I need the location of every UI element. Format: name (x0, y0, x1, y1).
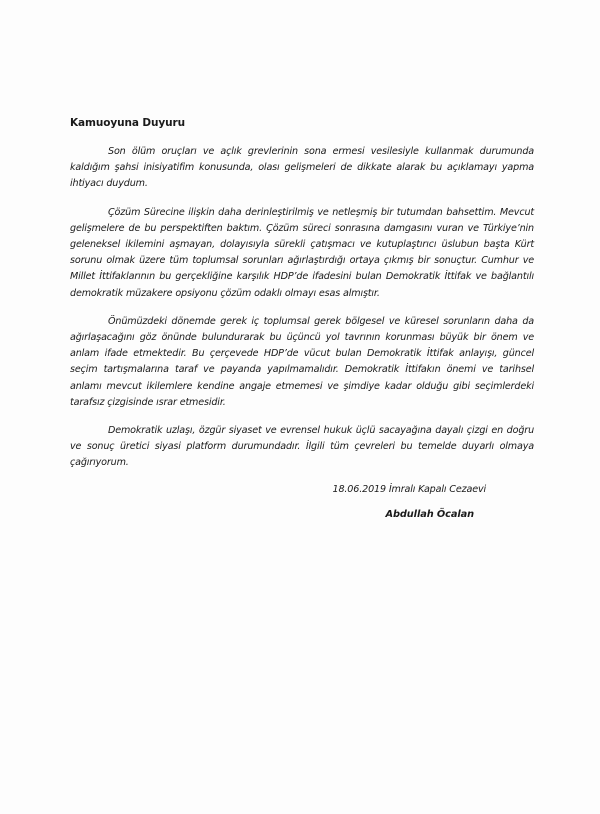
signoff-block (70, 484, 534, 520)
letter-body (70, 117, 534, 520)
paragraph-3: Önümüzdeki dönemde gerek iç toplumsal gerek bölgesel ve küresel sorunların daha da ağırlaşacağını göz önünde bulundurarak bu üçüncü yol tavrının korunması büyük bir önem ve anlam ifade etmektedir. Bu çerçevede HDP’de vücut bulan Demokratik İttifak anlayışı, güncel seçim tartışmalarına taraf ve payanda yapılmamalıdır. Demokratik İttifakın önemi ve tarihsel anlamı mevcut ikilemlere kendine angaje etmemesi ve şimdiye kadar olduğu gibi seçimlerdeki tarafsız çizgisinde ısrar etmesidir. (70, 315, 534, 408)
signature-name: Abdullah Öcalan (385, 508, 474, 520)
paragraph-1: Son ölüm oruçları ve açlık grevlerinin sona ermesi vesilesiyle kullanmak durumunda kaldığım şahsi inisiyatifim konusunda, olası gelişmeleri de dikkate alarak bu açıklamayı yapma ihtiyacı duydum. (70, 146, 534, 190)
date-place-line: 18.06.2019 İmralı Kapalı Cezaevi (332, 483, 486, 495)
document-title: Kamuoyuna Duyuru (70, 117, 185, 129)
paragraph-4: Demokratik uzlaşı, özgür siyaset ve evrensel hukuk üçlü sacayağına dayalı çizgi en doğru ve sonuç üretici siyasi platform durumundadır. İlgili tüm çevreleri bu temelde duyarlı olmaya çağırıyorum. (70, 425, 534, 469)
paragraph-2: Çözüm Sürecine ilişkin daha derinleştirilmiş ve netleşmiş bir tutumdan bahsettim. Mevcut gelişmelere de bu perspektiften baktım. Çözüm süreci sonrasına damgasını vuran ve Türkiye’nin geleneksel ikilemini aşmayan, dolayısıyla sürekli çatışmacı ve kutuplaştırıcı üslubun başta Kürt sorunu olmak üzere tüm toplumsal sorunları ağırlaştırdığı ortaya çıkmış bir sonuçtur. Cumhur ve Millet İttifaklarının bu gerçekliğine karşılık HDP’de ifadesini bulan Demokratik İttifak ve bağlantılı demokratik müzakere opsiyonu çözüm odaklı olmayı esas almıştır. (70, 206, 534, 299)
